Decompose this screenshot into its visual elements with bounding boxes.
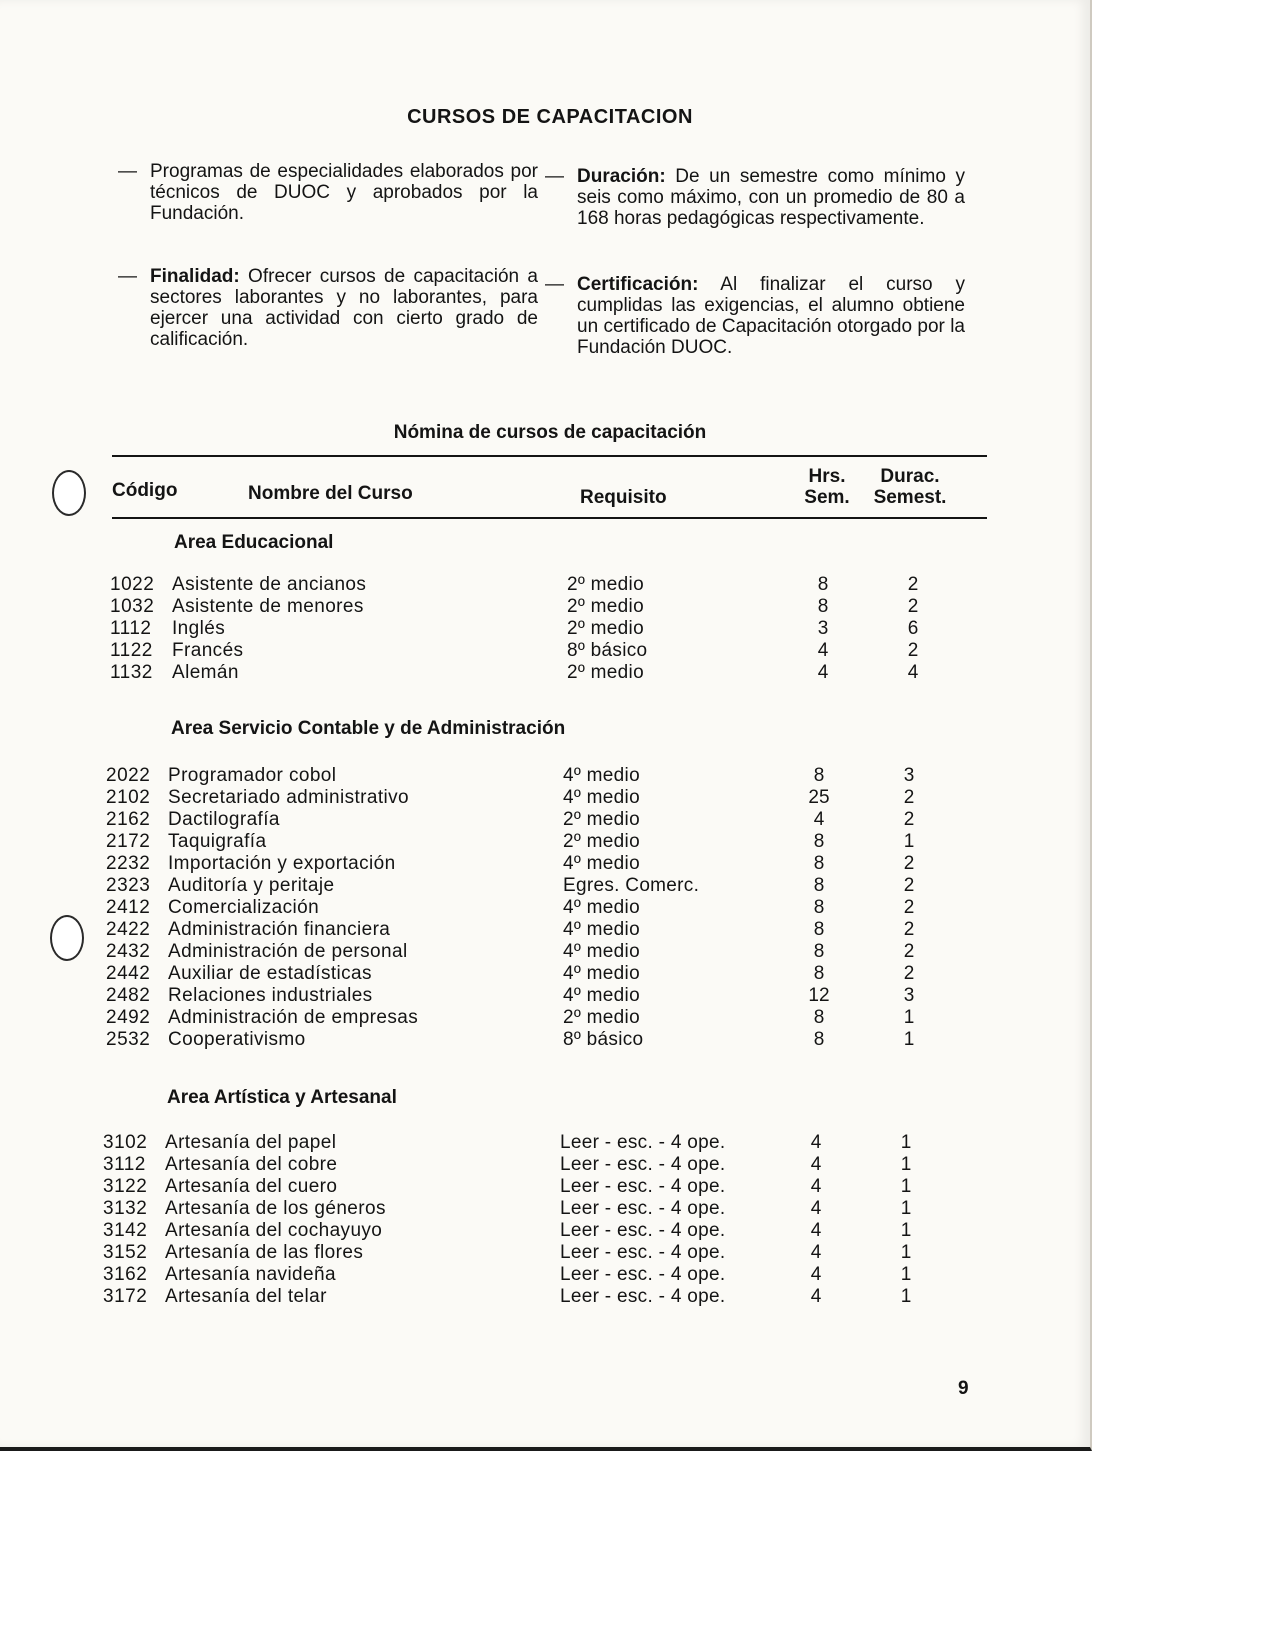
course-duration: 2	[903, 787, 915, 808]
header-nombre: Nombre del Curso	[248, 483, 413, 504]
course-hours: 8	[813, 919, 825, 940]
course-hours: 8	[813, 875, 825, 896]
intro-programas	[118, 161, 538, 224]
course-name: Administración de personal	[168, 941, 408, 962]
course-duration: 2	[907, 596, 919, 617]
course-duration: 3	[903, 985, 915, 1006]
course-duration: 2	[903, 875, 915, 896]
course-duration: 1	[900, 1286, 912, 1307]
course-hours: 4	[810, 1154, 822, 1175]
course-requirement: 4º medio	[563, 787, 640, 808]
course-requirement: Leer - esc. - 4 ope.	[560, 1264, 726, 1285]
course-requirement: Leer - esc. - 4 ope.	[560, 1198, 726, 1219]
course-duration: 1	[900, 1154, 912, 1175]
course-name: Artesanía del cuero	[165, 1176, 338, 1197]
course-duration: 2	[903, 809, 915, 830]
course-name: Administración financiera	[168, 919, 391, 940]
course-requirement: Leer - esc. - 4 ope.	[560, 1220, 726, 1241]
bullet-dash: —	[118, 161, 137, 182]
table-row	[103, 1154, 983, 1176]
course-requirement: 2º medio	[563, 809, 640, 830]
table-row	[103, 1220, 983, 1242]
intro-label: Certificación:	[577, 274, 699, 295]
course-duration: 1	[900, 1132, 912, 1153]
course-requirement: 4º medio	[563, 919, 640, 940]
table-row	[103, 1198, 983, 1220]
course-requirement: 2º medio	[563, 1007, 640, 1028]
course-duration: 1	[900, 1264, 912, 1285]
course-duration: 2	[903, 963, 915, 984]
header-durac-line2: Semest.	[873, 487, 947, 508]
course-requirement: 4º medio	[563, 963, 640, 984]
table-row	[106, 831, 986, 853]
course-name: Alemán	[172, 662, 239, 683]
course-name: Importación y exportación	[168, 853, 396, 874]
table-row	[106, 809, 986, 831]
table-row	[106, 963, 986, 985]
course-duration: 2	[903, 941, 915, 962]
bullet-dash: —	[118, 266, 137, 287]
course-name: Artesanía navideña	[165, 1264, 336, 1285]
course-hours: 8	[813, 853, 825, 874]
course-hours: 8	[813, 1007, 825, 1028]
course-code: 1132	[110, 662, 153, 683]
course-duration: 1	[900, 1198, 912, 1219]
course-requirement: Leer - esc. - 4 ope.	[560, 1176, 726, 1197]
table-row	[106, 985, 986, 1007]
table-row	[106, 853, 986, 875]
course-duration: 1	[900, 1242, 912, 1263]
table-row	[103, 1132, 983, 1154]
course-code: 3102	[103, 1132, 148, 1153]
course-hours: 12	[808, 985, 830, 1006]
course-code: 3152	[103, 1242, 148, 1263]
table-row	[103, 1286, 983, 1308]
table-row	[110, 574, 990, 596]
course-name: Artesanía del telar	[165, 1286, 327, 1307]
table-row	[106, 919, 986, 941]
binder-hole	[50, 915, 84, 961]
table-row	[110, 596, 990, 618]
course-duration: 6	[907, 618, 919, 639]
bullet-dash: —	[545, 166, 564, 187]
intro-text: De un semestre como mínimo y seis como máximo, con un promedio de 80 a 168 horas pedagógicas respectivamente.	[577, 166, 965, 229]
course-name: Auditoría y peritaje	[168, 875, 335, 896]
course-code: 1032	[110, 596, 155, 617]
course-name: Administración de empresas	[168, 1007, 419, 1028]
course-code: 3172	[103, 1286, 148, 1307]
course-requirement: 2º medio	[567, 662, 644, 683]
course-name: Programador cobol	[168, 765, 337, 786]
table-row	[103, 1176, 983, 1198]
table-row	[106, 1029, 986, 1051]
course-code: 2432	[106, 941, 151, 962]
course-code: 2172	[106, 831, 151, 852]
intro-text: Ofrecer cursos de capacitación a sectores laborantes y no laborantes, para ejercer una actividad con cierto grado de calificación.	[150, 266, 538, 350]
course-hours: 4	[810, 1242, 822, 1263]
course-code: 2412	[106, 897, 151, 918]
course-hours: 4	[810, 1198, 822, 1219]
course-duration: 2	[903, 853, 915, 874]
header-durac-line1: Durac.	[880, 466, 940, 487]
course-code: 2492	[106, 1007, 151, 1028]
course-code: 2442	[106, 963, 151, 984]
header-hrs-line2: Sem.	[804, 487, 850, 508]
course-hours: 25	[808, 787, 830, 808]
course-code: 2422	[106, 919, 151, 940]
course-duration: 1	[903, 1007, 915, 1028]
course-code: 3132	[103, 1198, 148, 1219]
course-name: Comercialización	[168, 897, 320, 918]
table-row	[103, 1264, 983, 1286]
course-requirement: 8º básico	[567, 640, 648, 661]
course-name: Dactilografía	[168, 809, 280, 830]
table-row	[106, 787, 986, 809]
course-code: 2482	[106, 985, 151, 1006]
page-number: 9	[958, 1378, 969, 1399]
course-name: Francés	[172, 640, 244, 661]
course-code: 3142	[103, 1220, 148, 1241]
intro-finalidad	[118, 266, 538, 350]
course-name: Inglés	[172, 618, 226, 639]
binder-hole	[52, 470, 86, 516]
course-requirement: Leer - esc. - 4 ope.	[560, 1286, 726, 1307]
intro-duracion	[545, 166, 965, 229]
course-hours: 4	[817, 662, 829, 683]
course-requirement: Leer - esc. - 4 ope.	[560, 1154, 726, 1175]
table-row	[106, 897, 986, 919]
area-title-artistica: Area Artística y Artesanal	[167, 1087, 397, 1108]
course-hours: 8	[813, 897, 825, 918]
course-name: Asistente de menores	[172, 596, 364, 617]
course-code: 2022	[106, 765, 151, 786]
course-duration: 2	[907, 574, 919, 595]
course-name: Relaciones industriales	[168, 985, 373, 1006]
course-duration: 3	[903, 765, 915, 786]
course-name: Artesanía de las flores	[165, 1242, 364, 1263]
course-hours: 8	[813, 941, 825, 962]
header-hrs	[802, 466, 852, 508]
course-hours: 4	[810, 1220, 822, 1241]
header-requisito: Requisito	[580, 487, 667, 508]
course-requirement: 4º medio	[563, 897, 640, 918]
course-hours: 8	[817, 596, 829, 617]
course-hours: 8	[813, 765, 825, 786]
course-code: 1122	[110, 640, 153, 661]
intro-label: Duración:	[577, 166, 666, 187]
area-title-educacional: Area Educacional	[174, 532, 334, 553]
course-requirement: 4º medio	[563, 765, 640, 786]
course-requirement: 4º medio	[563, 941, 640, 962]
course-hours: 4	[810, 1132, 822, 1153]
table-row	[106, 1007, 986, 1029]
header-hrs-line1: Hrs.	[808, 466, 846, 487]
course-hours: 8	[813, 1029, 825, 1050]
page-title: CURSOS DE CAPACITACION	[407, 106, 693, 128]
course-requirement: 2º medio	[567, 618, 644, 639]
course-hours: 4	[817, 640, 829, 661]
area-title-contable: Area Servicio Contable y de Administración	[171, 718, 566, 739]
course-code: 2323	[106, 875, 151, 896]
course-name: Secretariado administrativo	[168, 787, 410, 808]
table-header-rule	[112, 517, 987, 519]
course-name: Auxiliar de estadísticas	[168, 963, 372, 984]
course-duration: 1	[900, 1220, 912, 1241]
table-row	[103, 1242, 983, 1264]
course-code: 2102	[106, 787, 151, 808]
course-hours: 8	[813, 963, 825, 984]
course-name: Asistente de ancianos	[172, 574, 367, 595]
course-hours: 4	[813, 809, 825, 830]
course-duration: 2	[903, 919, 915, 940]
course-code: 3162	[103, 1264, 148, 1285]
course-hours: 3	[817, 618, 829, 639]
course-duration: 2	[907, 640, 919, 661]
course-name: Artesanía del papel	[165, 1132, 337, 1153]
course-list-title: Nómina de cursos de capacitación	[393, 422, 707, 443]
table-row	[106, 941, 986, 963]
course-name: Cooperativismo	[168, 1029, 306, 1050]
course-requirement: 4º medio	[563, 985, 640, 1006]
course-duration: 2	[903, 897, 915, 918]
table-row	[110, 618, 990, 640]
table-row	[106, 765, 986, 787]
course-name: Artesanía de los géneros	[165, 1198, 386, 1219]
table-row	[110, 640, 990, 662]
table-row	[110, 662, 990, 684]
intro-text: Al finalizar el curso y cumplidas las exigencias, el alumno obtiene un certificado de Capacitación otorgado por la Fundación DUOC.	[577, 274, 965, 358]
header-durac	[870, 466, 950, 508]
course-duration: 1	[900, 1176, 912, 1197]
course-duration: 1	[903, 831, 915, 852]
course-hours: 8	[817, 574, 829, 595]
course-requirement: 2º medio	[567, 574, 644, 595]
course-requirement: 2º medio	[567, 596, 644, 617]
course-code: 3112	[103, 1154, 146, 1175]
course-name: Artesanía del cobre	[165, 1154, 338, 1175]
course-name: Taquigrafía	[168, 831, 267, 852]
course-code: 3122	[103, 1176, 148, 1197]
course-hours: 8	[813, 831, 825, 852]
course-code: 1022	[110, 574, 155, 595]
course-requirement: 4º medio	[563, 853, 640, 874]
course-code: 2162	[106, 809, 151, 830]
course-requirement: 8º básico	[563, 1029, 644, 1050]
course-code: 2232	[106, 853, 151, 874]
course-requirement: 2º medio	[563, 831, 640, 852]
course-requirement: Leer - esc. - 4 ope.	[560, 1242, 726, 1263]
course-duration: 4	[907, 662, 919, 683]
intro-text: Programas de especialidades elaborados por técnicos de DUOC y aprobados por la Fundación.	[150, 161, 538, 224]
course-code: 1112	[110, 618, 152, 639]
course-hours: 4	[810, 1176, 822, 1197]
course-duration: 1	[903, 1029, 915, 1050]
course-code: 2532	[106, 1029, 151, 1050]
course-hours: 4	[810, 1286, 822, 1307]
table-row	[106, 875, 986, 897]
intro-certificacion	[545, 274, 965, 358]
course-requirement: Egres. Comerc.	[563, 875, 700, 896]
intro-label: Finalidad:	[150, 266, 240, 287]
bullet-dash: —	[545, 274, 564, 295]
course-hours: 4	[810, 1264, 822, 1285]
table-top-rule	[112, 455, 987, 457]
course-name: Artesanía del cochayuyo	[165, 1220, 383, 1241]
course-requirement: Leer - esc. - 4 ope.	[560, 1132, 726, 1153]
header-codigo: Código	[112, 480, 178, 501]
